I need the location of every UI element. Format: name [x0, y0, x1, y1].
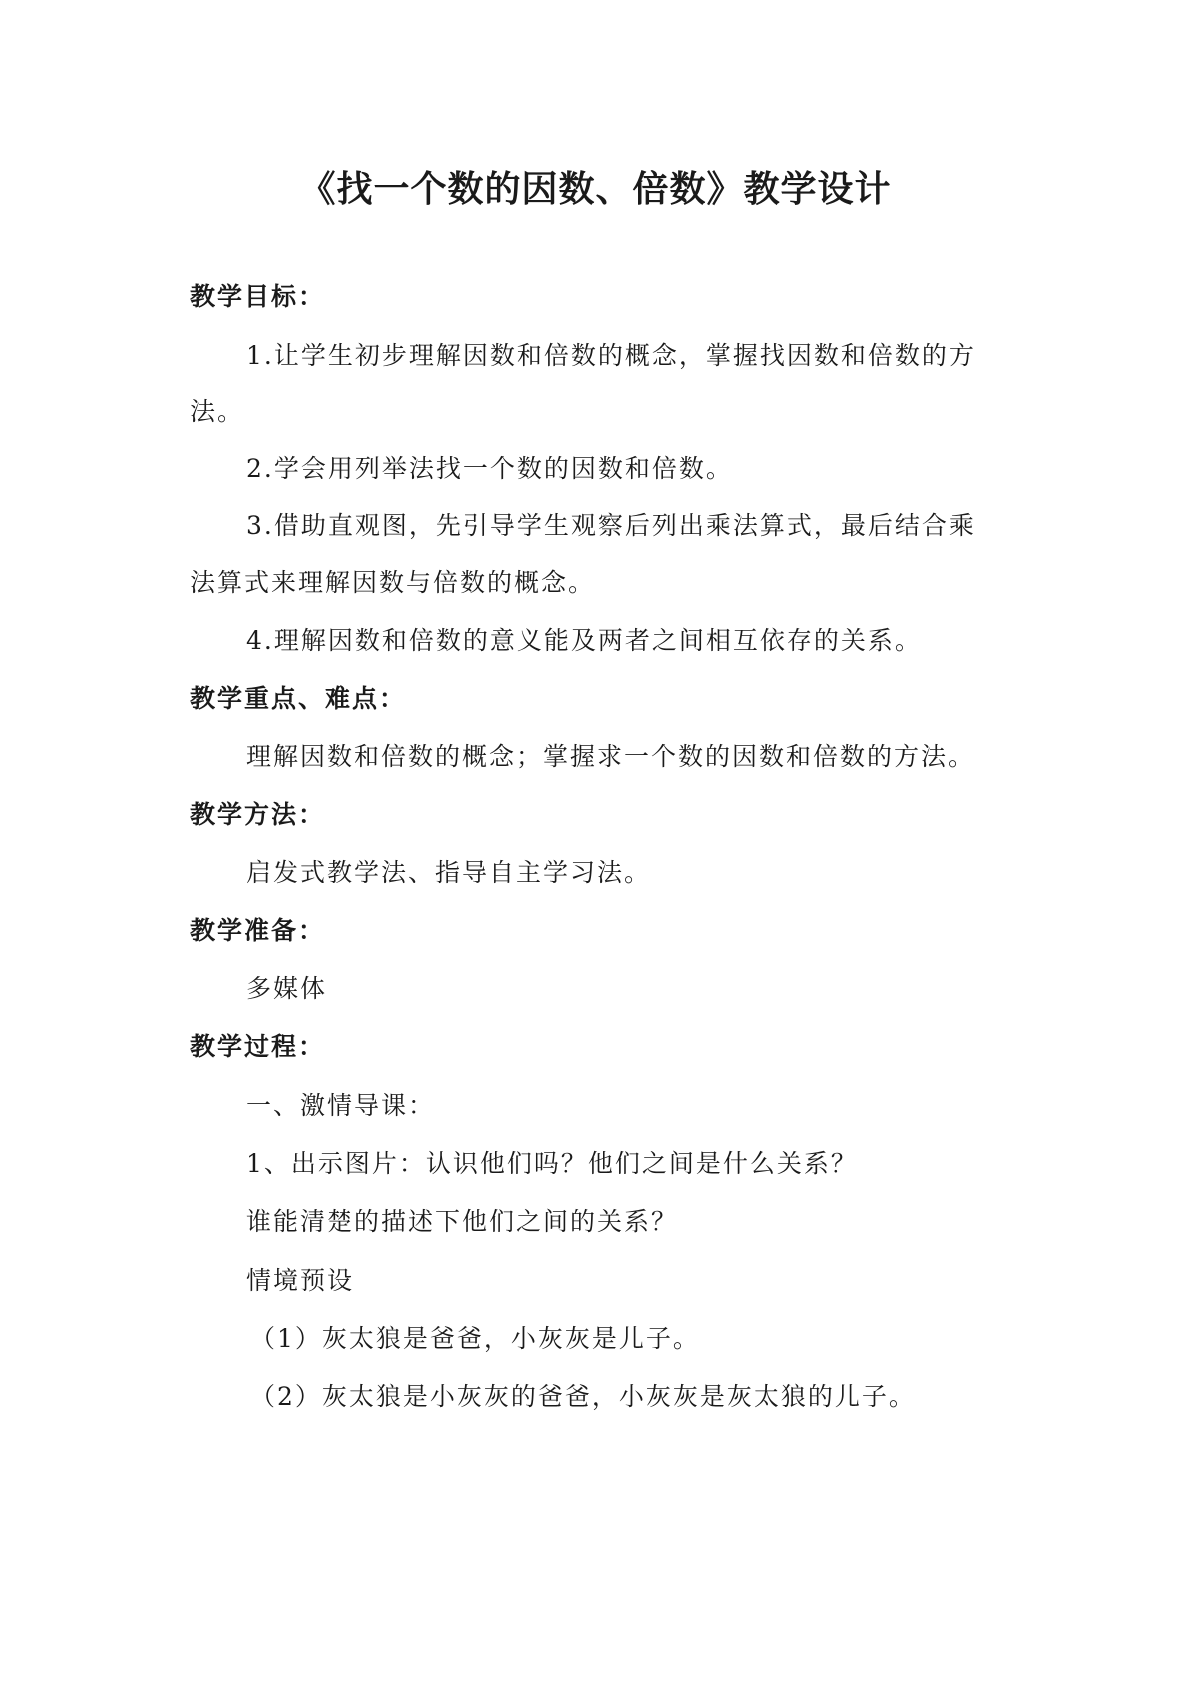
objective-2: 2.学会用列举法找一个数的因数和倍数。 [246, 454, 733, 483]
methods-heading: 教学方法： [190, 800, 326, 829]
objective-3-line-2: 法算式来理解因数与倍数的概念。 [190, 568, 596, 597]
objectives-heading: 教学目标： [190, 282, 326, 311]
process-line-1: 1、出示图片：认识他们吗？他们之间是什么关系？ [246, 1149, 858, 1178]
objective-4: 4.理解因数和倍数的意义能及两者之间相互依存的关系。 [246, 626, 922, 655]
objective-1-line-2: 法。 [190, 397, 245, 426]
key-points-text: 理解因数和倍数的概念；掌握求一个数的因数和倍数的方法。 [246, 742, 976, 771]
process-heading: 教学过程： [190, 1032, 326, 1061]
process-case-1: （1）灰太狼是爸爸，小灰灰是儿子。 [250, 1324, 700, 1353]
objective-1-line-1: 1.让学生初步理解因数和倍数的概念，掌握找因数和倍数的方 [246, 341, 976, 370]
process-line-3: 情境预设 [246, 1266, 355, 1295]
objective-3-line-1: 3.借助直观图，先引导学生观察后列出乘法算式，最后结合乘 [246, 511, 976, 540]
document-title: 《找一个数的因数、倍数》教学设计 [299, 169, 892, 210]
preparation-heading: 教学准备： [190, 916, 326, 945]
preparation-text: 多媒体 [246, 974, 328, 1003]
key-points-heading: 教学重点、难点： [190, 684, 407, 713]
process-step-1: 一、激情导课： [246, 1091, 436, 1120]
methods-text: 启发式教学法、指导自主学习法。 [246, 858, 652, 887]
process-case-2: （2）灰太狼是小灰灰的爸爸，小灰灰是灰太狼的儿子。 [250, 1382, 916, 1411]
process-line-2: 谁能清楚的描述下他们之间的关系？ [246, 1207, 679, 1236]
